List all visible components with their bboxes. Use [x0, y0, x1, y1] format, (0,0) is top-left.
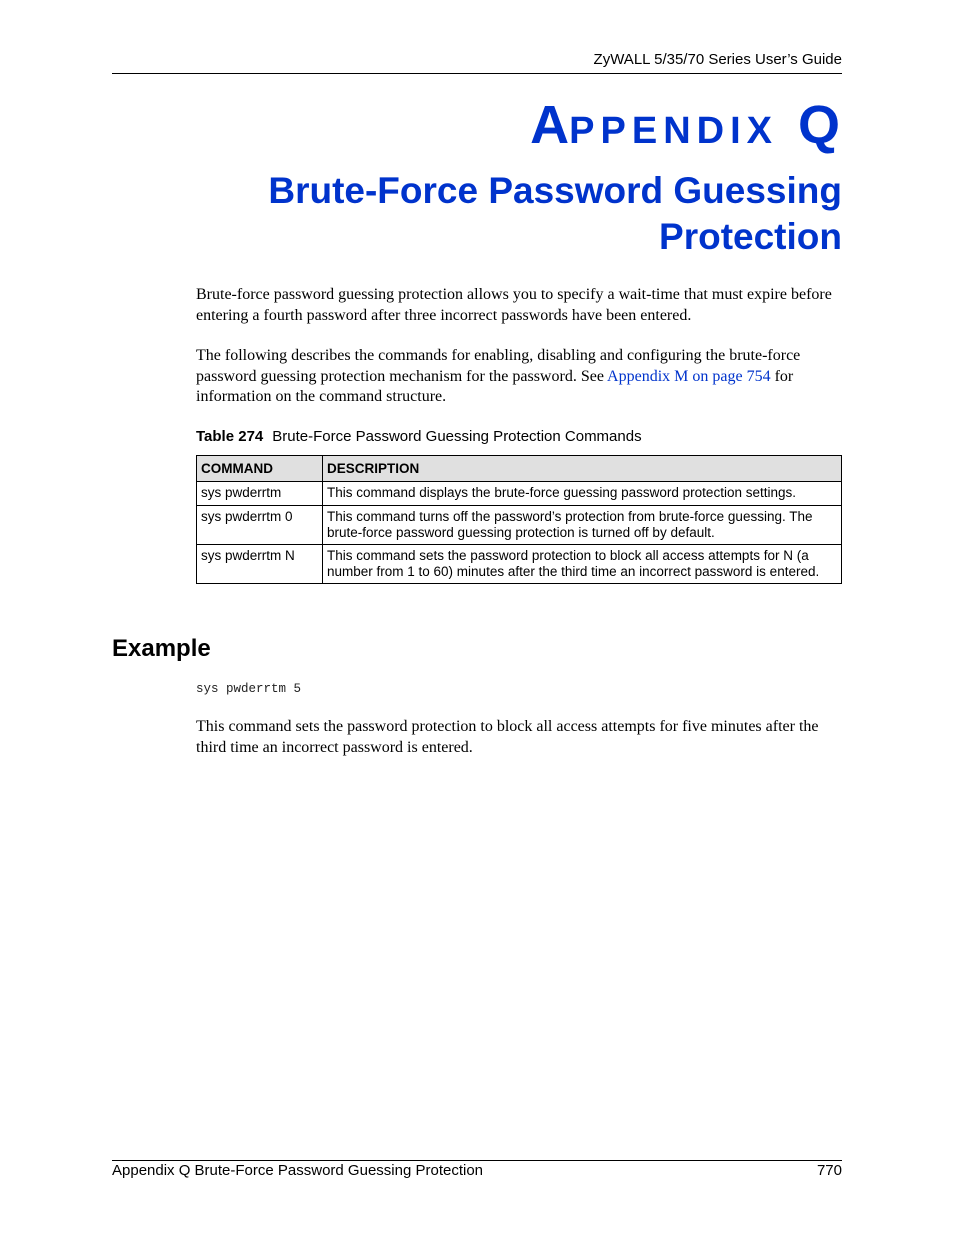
table-caption-label: Table 274 [196, 428, 264, 445]
description-cell: This command turns off the password’s protection from brute-force guessing. The brute-force password guessing protection is turned off by default. [323, 506, 842, 545]
table-caption [196, 428, 642, 445]
example-code: sys pwderrtm 5 [196, 682, 302, 696]
table-row [197, 506, 842, 545]
running-header: ZyWALL 5/35/70 Series User’s Guide [593, 51, 842, 68]
table-header-row [197, 456, 842, 482]
chapter-title: Brute-Force Password Guessing Protection [268, 170, 842, 257]
footer-section-title: Appendix Q Brute-Force Password Guessing Protection [112, 1162, 484, 1179]
appendix-initial: A [530, 95, 570, 155]
column-header-description: DESCRIPTION [323, 456, 842, 482]
table-row [197, 482, 842, 506]
footer-rule [112, 1160, 842, 1161]
commands-paragraph-tail: for information on the command structure. [196, 367, 794, 405]
intro-paragraph: Brute-force password guessing protection allows you to specify a wait-time that must expire before entering a fourth password after three incorrect passwords have been entered. [196, 286, 832, 324]
appendix-label [530, 95, 840, 155]
table-caption-text: Brute-Force Password Guessing Protection Commands [272, 428, 642, 445]
appendix-m-link[interactable]: Appendix M on page 754 [607, 367, 771, 385]
command-cell: sys pwderrtm N [197, 545, 323, 584]
command-cell: sys pwderrtm [197, 482, 323, 506]
description-cell: This command displays the brute-force guessing password protection settings. [323, 482, 842, 506]
commands-paragraph [196, 346, 842, 408]
example-heading: Example [112, 635, 211, 662]
description-cell: This command sets the password protection to block all access attempts for N (a number from 1 to 60) minutes after the third time an incorrect password is entered. [323, 545, 842, 584]
column-header-command: COMMAND [197, 456, 323, 482]
table-row [197, 545, 842, 584]
commands-paragraph-text: The following describes the commands for enabling, disabling and configuring the brute-force password guessing protection mechanism for the password. See [196, 347, 801, 385]
appendix-word-rest: PPENDIX [569, 110, 778, 152]
command-cell: sys pwderrtm 0 [197, 506, 323, 545]
example-description: This command sets the password protection to block all access attempts for five minutes after the third time an incorrect password is entered. [196, 718, 819, 756]
commands-table [196, 455, 842, 584]
header-rule [112, 73, 842, 74]
appendix-letter: Q [797, 95, 840, 155]
page-number: 770 [816, 1162, 842, 1179]
